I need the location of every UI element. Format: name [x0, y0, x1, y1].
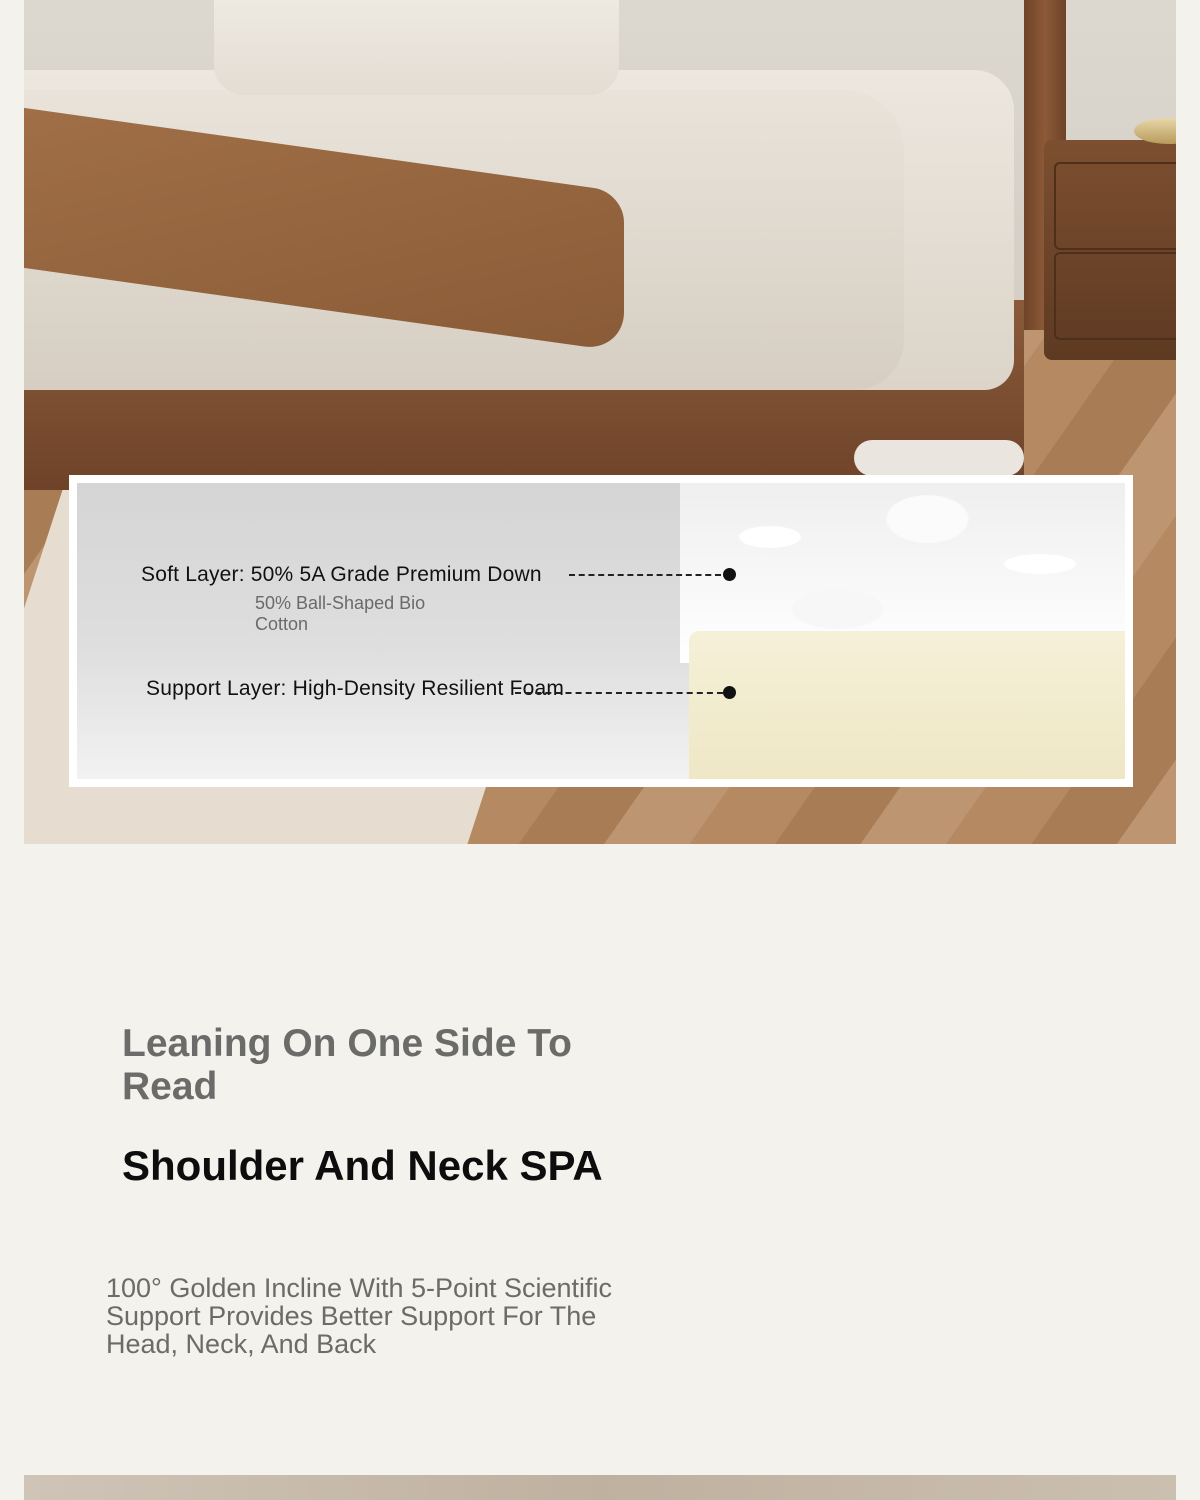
section-headline: Leaning On One Side To Read — [122, 1022, 572, 1108]
layer-spec-panel — [69, 475, 1133, 787]
soft-layer-leader-line — [569, 574, 721, 576]
section-body: 100° Golden Incline With 5-Point Scientific Support Provides Better Support For The Head, Neck, And Back — [106, 1273, 613, 1359]
nightstand — [1044, 140, 1176, 360]
support-layer-label: Support Layer: High-Density Resilient Foam — [146, 677, 565, 700]
foam-block-image — [689, 631, 1125, 779]
layer-spec-inner — [77, 483, 1125, 779]
soft-layer-marker-dot — [723, 568, 736, 581]
soft-layer-sub-label: 50% Ball-Shaped Bio Cotton — [255, 593, 426, 634]
support-layer-marker-dot — [723, 686, 736, 699]
next-image-strip — [24, 1475, 1176, 1500]
nightstand-drawer — [1054, 162, 1176, 250]
support-layer-leader-line — [515, 692, 723, 694]
nightstand-drawer — [1054, 252, 1176, 340]
soft-layer-label: Soft Layer: 50% 5A Grade Premium Down — [141, 563, 542, 586]
bed-pillow — [214, 0, 619, 95]
section-subhead: Shoulder And Neck SPA — [122, 1142, 603, 1189]
slippers — [854, 440, 1024, 476]
